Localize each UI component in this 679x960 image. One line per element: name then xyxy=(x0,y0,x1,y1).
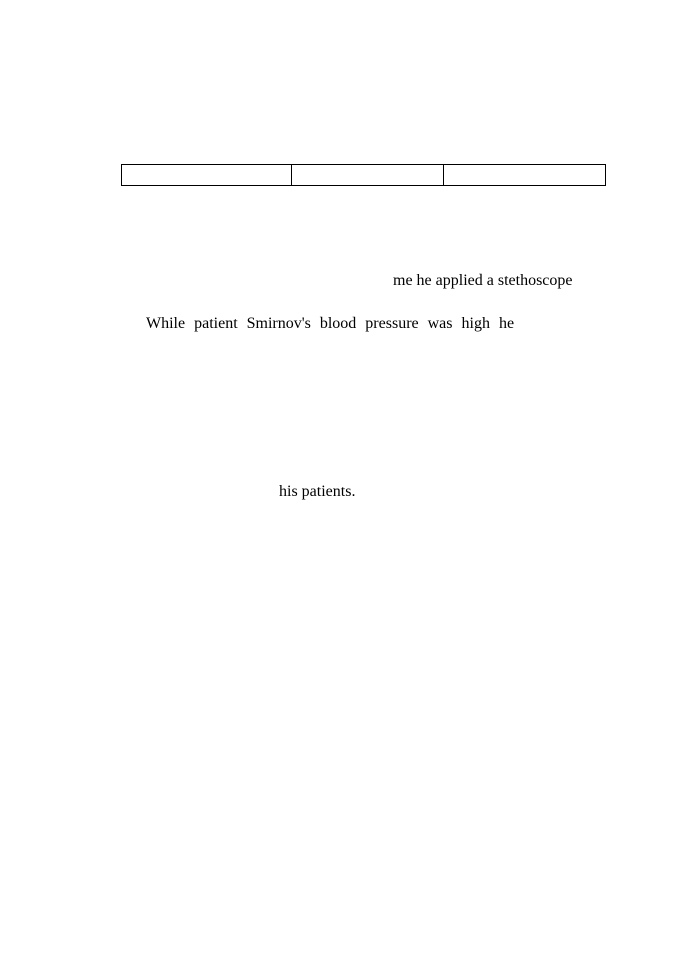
table-cell xyxy=(292,165,444,186)
table-cell xyxy=(444,165,606,186)
table-cell xyxy=(122,165,292,186)
text-line: his patients. xyxy=(279,483,356,500)
table-row xyxy=(122,165,606,186)
text-line: me he applied a stethoscope xyxy=(393,272,573,289)
header-table xyxy=(121,164,606,186)
text-line: While patient Smirnov's blood pressure was high he xyxy=(146,315,515,332)
